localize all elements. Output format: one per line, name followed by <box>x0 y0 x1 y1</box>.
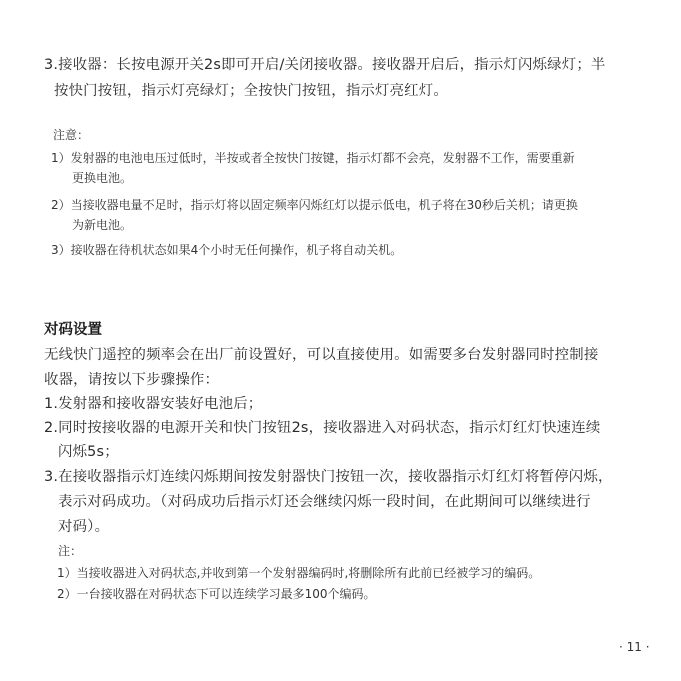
step-2-line1: 2.同时按接收器的电源开关和快门按钮2s，接收器进入对码状态，指示灯红灯快速连续 <box>44 420 601 436</box>
step-1: 1.发射器和接收器安装好电池后； <box>44 396 263 412</box>
note-3: 3）接收器在待机状态如果4个小时无任何操作，机子将自动关机。 <box>51 243 403 257</box>
section-title: 对码设置 <box>44 322 102 338</box>
note-label: 注意： <box>53 128 90 142</box>
step-2-line2: 闪烁5s； <box>58 444 119 460</box>
note-2-line2: 为新电池。 <box>72 218 133 232</box>
step-3-line1: 3.在接收器指示灯连续闪烁期间按发射器快门按钮一次，接收器指示灯红灯将暂停闪烁， <box>44 469 613 485</box>
intro-line2: 收器，请按以下步骤操作： <box>44 372 220 388</box>
step-3-line3: 对码）。 <box>58 519 110 535</box>
note-1-line1: 1）发射器的电池电压过低时，半按或者全按快门按键，指示灯都不会亮，发射器不工作，需要重新 <box>51 151 575 165</box>
note-2-line1: 2）当接收器电量不足时，指示灯将以固定频率闪烁红灯以提示低电，机子将在30秒后关机；请更换 <box>51 198 578 212</box>
intro-line1: 无线快门遥控的频率会在出厂前设置好，可以直接使用。如需要多台发射器同时控制接 <box>44 347 599 363</box>
note-label-2: 注： <box>58 544 83 558</box>
step-3-line2: 表示对码成功。（对码成功后指示灯还会继续闪烁一段时间，在此期间可以继续进行 <box>58 494 591 510</box>
note-1-line2: 更换电池。 <box>72 171 133 185</box>
page-number: · 11 · <box>619 640 650 654</box>
receiver-item-line1: 3.接收器：长按电源开关2s即可开启/关闭接收器。接收器开启后，指示灯闪烁绿灯；半 <box>44 57 606 73</box>
pairing-note-2: 2）一台接收器在对码状态下可以连续学习最多100个编码。 <box>57 587 376 601</box>
receiver-item-line2: 按快门按钮，指示灯亮绿灯；全按快门按钮，指示灯亮红灯。 <box>54 83 448 99</box>
pairing-note-1: 1）当接收器进入对码状态,并收到第一个发射器编码时,将删除所有此前已经被学习的编码。 <box>57 566 541 580</box>
